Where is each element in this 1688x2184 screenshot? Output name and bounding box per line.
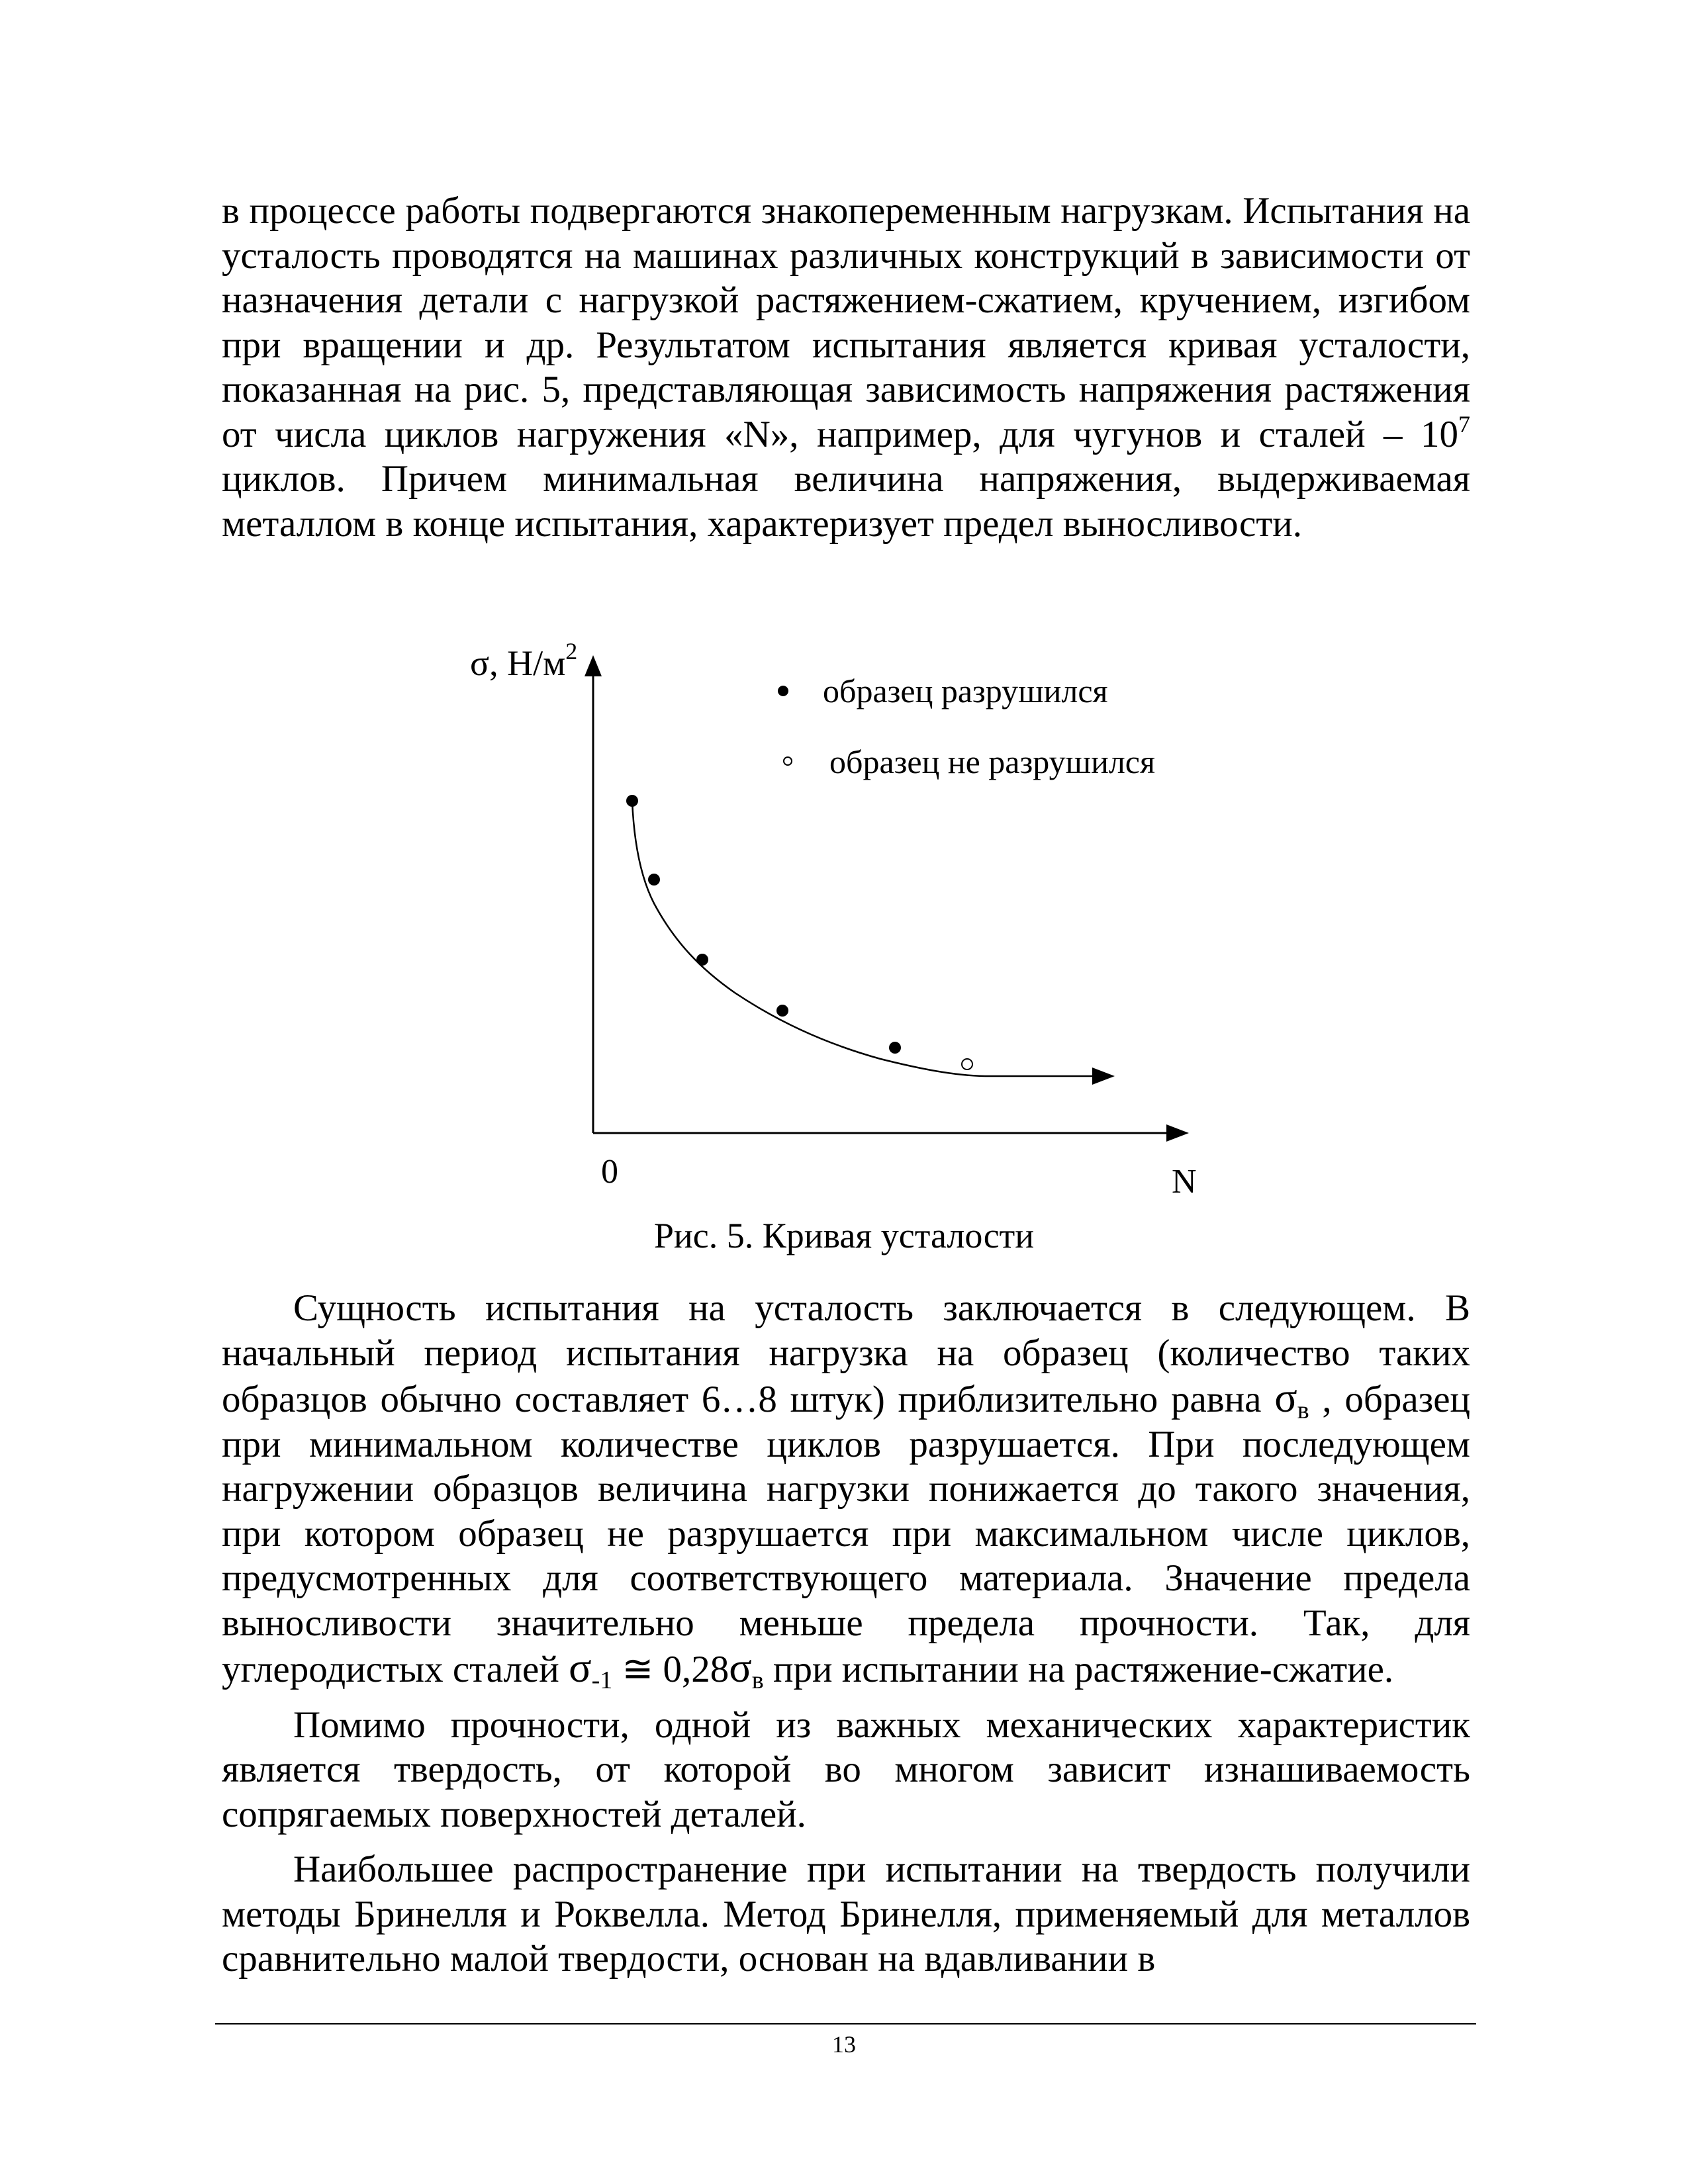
sigma-symbol: σ xyxy=(1274,1374,1297,1421)
data-point-failed-5 xyxy=(889,1042,901,1054)
page-number: 13 xyxy=(832,2031,856,2058)
y-axis-label-unit: , Н/м xyxy=(489,643,566,683)
paragraph-2-text-c: при испытании на растяжение-сжатие. xyxy=(763,1649,1394,1690)
y-axis-label-exp: 2 xyxy=(565,638,578,664)
paragraph-4: Наибольшее распространение при испытании на твердость получили методы Бринелля и Роквелла. Метод Бринелля, применяемый для металлов сравнительно малой твердости, основан на вдавливании в xyxy=(222,1848,1470,1979)
endurance-limit-arrow xyxy=(1092,1068,1115,1085)
y-axis-label-sym: σ xyxy=(470,643,490,683)
paragraph-1-text-b: циклов. Причем минимальная величина напряжения, выдерживаемая металлом в конце испытания, характеризует предел выносливости. xyxy=(222,458,1470,545)
legend-label-not-failed: образец не разрушился xyxy=(829,743,1155,780)
fatigue-curve xyxy=(632,801,985,1076)
sigma-symbol: σ xyxy=(569,1644,592,1691)
data-point-failed-4 xyxy=(776,1005,788,1017)
paragraph-1-text-a: в процессе работы подвергаются знакопеременным нагрузкам. Испытания на усталость проводятся на машинах различных конструкций в зависимости от назначения детали с нагрузкой растяжением-сжатием, кручением, изгибом при вращении и др. Результатом испытания является кривая усталости, показанная на рис. 5, представляющая зависимость напряжения растяжения от числа циклов нагружения «N», например, для чугунов и сталей – 10 xyxy=(222,190,1470,455)
paragraph-2-text-b: , образец при минимальном количестве циклов разрушается. При последующем нагружении образцов величина нагрузки понижается до такого значения, при котором образец не разрушается при максимальном числе циклов, предусмотренных для соответствующего материала. Значение предела выносливости значительно меньше предела прочности. Так, для углеродистых сталей xyxy=(222,1379,1470,1690)
sigma-symbol: σ xyxy=(729,1644,752,1691)
exponent: 7 xyxy=(1458,410,1470,437)
x-axis-arrow xyxy=(1166,1124,1189,1142)
origin-label: 0 xyxy=(601,1153,618,1191)
sigma-subscript: -1 xyxy=(591,1666,613,1694)
paragraph-2 xyxy=(222,1286,1470,1692)
data-point-failed-1 xyxy=(626,795,638,807)
approx-value: ≅ 0,28 xyxy=(612,1649,729,1690)
x-axis-label: N xyxy=(1172,1163,1197,1201)
legend-hollow-marker xyxy=(784,757,792,765)
sigma-subscript: в xyxy=(1297,1396,1309,1424)
legend-label-failed: образец разрушился xyxy=(823,672,1108,709)
figure-caption: Рис. 5. Кривая усталости xyxy=(653,1216,1035,1255)
footer-divider xyxy=(215,2023,1476,2025)
sigma-subscript: в xyxy=(751,1666,764,1694)
data-point-not-failed xyxy=(962,1059,972,1069)
paragraph-1 xyxy=(222,189,1470,546)
legend-filled-marker xyxy=(778,686,788,696)
y-axis-label xyxy=(470,638,577,683)
y-axis-arrow xyxy=(585,655,602,676)
data-point-failed-2 xyxy=(648,874,660,886)
body-text-lower xyxy=(222,1286,1470,1981)
data-point-failed-3 xyxy=(696,954,708,966)
paragraph-2-text-a: Сущность испытания на усталость заключается в следующем. В начальный период испытания нагрузка на образец (количество таких образцов обычно составляет 6…8 штук) приблизительно равна xyxy=(222,1287,1470,1420)
paragraph-3: Помимо прочности, одной из важных механических характеристик является твердость, от которой во многом зависит изнашиваемость сопрягаемых поверхностей деталей. xyxy=(222,1704,1470,1835)
